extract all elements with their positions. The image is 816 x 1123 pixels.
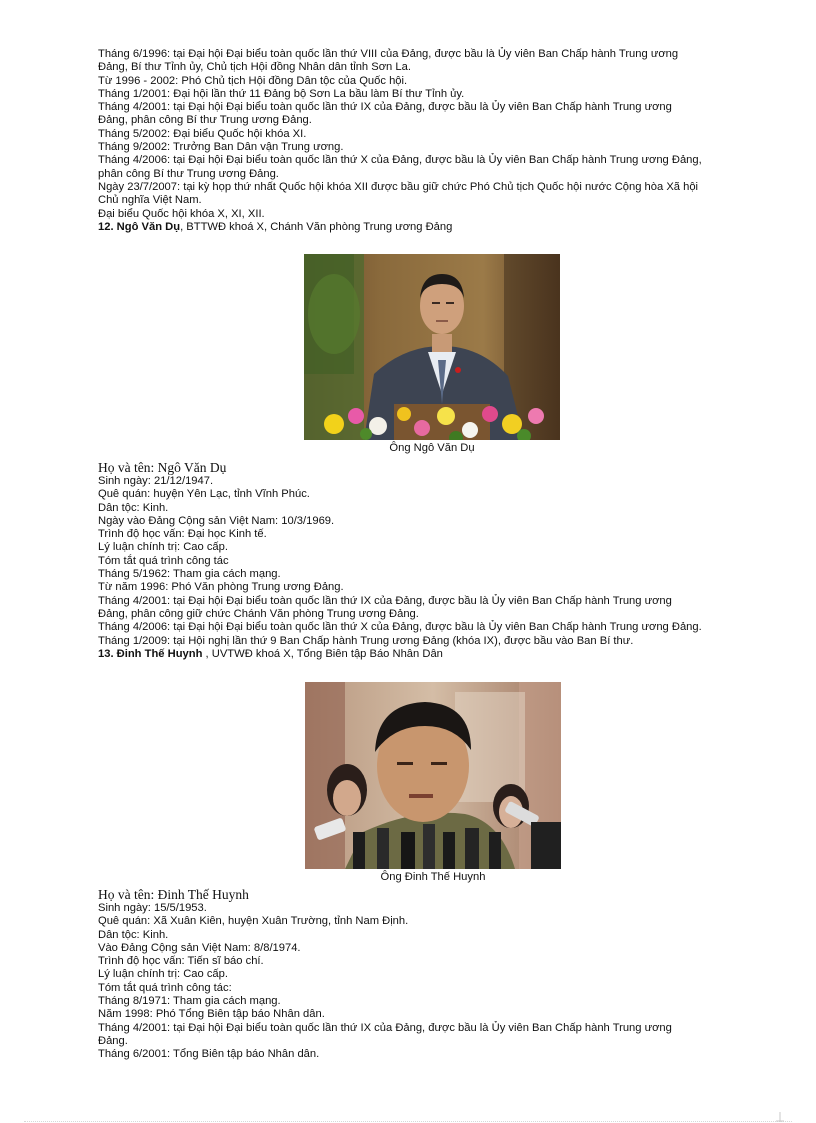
bio-line: Đảng. (98, 1034, 128, 1047)
bio-line: Từ 1996 - 2002: Phó Chủ tịch Hội đồng Dân tộc của Quốc hội. (98, 74, 408, 87)
bio-line: Sinh ngày: 21/12/1947. (98, 475, 214, 487)
bio-line: Đại biểu Quốc hội khóa X, XI, XII. (98, 207, 265, 220)
bio-line: Dân tộc: Kinh. (98, 501, 169, 514)
bio-line: Ngày 23/7/2007: tại kỳ họp thứ nhất Quốc hội khóa XII được bầu giữ chức Phó Chủ tịch Quốc hội nước Cộng hòa Xã hội (98, 180, 699, 193)
heading-name: 12. Ngô Văn Dụ (98, 220, 181, 233)
bio-line: Lý luận chính trị: Cao cấp. (98, 968, 228, 981)
photo-block-12 (304, 254, 560, 455)
photo-caption: Ông Đinh Thế Huynh (380, 871, 486, 883)
bio-line: Tháng 4/2001: tại Đại hội Đại biểu toàn quốc lần thứ IX của Đảng, được bầu là Ủy viên Ban Chấp hành Trung ương (98, 594, 672, 607)
bio-line: Tóm tắt quá trình công tác: (98, 981, 232, 994)
page-corner-mark (776, 1112, 784, 1122)
bio-line: Tháng 5/2002: Đại biểu Quốc hội khóa XI. (98, 127, 307, 140)
bio-line: Tháng 4/2006: tại Đại hội Đại biểu toàn quốc lần thứ X của Đảng, được bầu là Ủy viên Ban Chấp hành Trung ương Đảng, (98, 154, 702, 167)
bio-details-13 (98, 887, 778, 1062)
bio-line: Tóm tắt quá trình công tác (98, 554, 229, 567)
bio-line: Lý luận chính trị: Cao cấp. (98, 541, 228, 554)
bio-line: Tháng 6/2001: Tổng Biên tập báo Nhân dân. (98, 1048, 320, 1061)
bio-continuation (98, 48, 778, 234)
bio-line: Dân tộc: Kinh. (98, 928, 169, 941)
bio-line: Đảng, phân công giữ chức Chánh Văn phòng Trung ương Đảng. (98, 607, 419, 620)
press-photo (305, 682, 561, 869)
bio-line: Đảng, phân công Bí thư Trung ương Đảng. (98, 114, 312, 127)
page-bottom-divider (24, 1121, 792, 1122)
bio-line: Tháng 1/2001: Đại hội lần thứ 11 Đảng bộ Sơn La bầu làm Bí thư Tỉnh ủy. (98, 87, 465, 100)
photo-caption: Ông Ngô Văn Dụ (389, 442, 475, 454)
bio-line: Tháng 8/1971: Tham gia cách mạng. (98, 995, 281, 1008)
bio-line: Chủ nghĩa Việt Nam. (98, 194, 202, 207)
bio-line: Quê quán: huyện Yên Lạc, tỉnh Vĩnh Phúc. (98, 488, 310, 501)
full-name-title: Họ và tên: Ngô Văn Dụ (98, 460, 227, 475)
bio-line: Tháng 5/1962: Tham gia cách mạng. (98, 568, 281, 581)
heading-title: , UVTWĐ khoá X, Tổng Biên tập Báo Nhân Dân (202, 647, 443, 660)
heading-name: 13. Đinh Thế Huynh (98, 647, 203, 660)
bio-line: Trình độ học vấn: Tiến sĩ báo chí. (98, 955, 264, 968)
section-heading-13 (98, 648, 778, 661)
bio-line: Từ năm 1996: Phó Văn phòng Trung ương Đảng. (98, 581, 344, 594)
bio-line: Tháng 4/2001: tại Đại hội Đại biểu toàn quốc lần thứ IX của Đảng, được bầu là Ủy viên Ban Chấp hành Trung ương (98, 1021, 672, 1034)
bio-line: phân công Bí thư Trung ương Đảng. (98, 167, 279, 180)
section-heading-12 (98, 221, 778, 234)
bio-line: Sinh ngày: 15/5/1953. (98, 902, 207, 914)
bio-line: Tháng 1/2009: tại Hội nghị lần thứ 9 Ban Chấp hành Trung ương Đảng (khóa IX), được bầu vào Ban Bí thư. (98, 634, 634, 647)
portrait-photo (304, 254, 560, 440)
bio-line: Ngày vào Đảng Cộng sản Việt Nam: 10/3/1969. (98, 514, 335, 527)
full-name-title: Họ và tên: Đinh Thế Huynh (98, 887, 249, 902)
bio-line: Tháng 4/2006: tại Đại hội Đại biểu toàn quốc lần thứ X của Đảng, được bầu là Ủy viên Ban Chấp hành Trung ương Đảng. (98, 621, 702, 634)
photo-block-13 (305, 682, 561, 884)
bio-line: Vào Đảng Cộng sản Việt Nam: 8/8/1974. (98, 941, 301, 954)
bio-line: Quê quán: Xã Xuân Kiên, huyện Xuân Trường, tỉnh Nam Định. (98, 915, 409, 928)
bio-details-12 (98, 460, 778, 661)
bio-line: Đảng, Bí thư Tỉnh ủy, Chủ tịch Hội đồng Nhân dân tỉnh Sơn La. (98, 61, 411, 74)
bio-line: Tháng 9/2002: Trưởng Ban Dân vận Trung ương. (98, 141, 344, 154)
bio-line: Năm 1998: Phó Tổng Biên tập báo Nhân dân. (98, 1008, 325, 1021)
bio-line: Tháng 6/1996: tại Đại hội Đại biểu toàn quốc lần thứ VIII của Đảng, được bầu là Ủy viên Ban Chấp hành Trung ương (98, 48, 679, 60)
bio-line: Trình độ học vấn: Đại học Kinh tế. (98, 528, 267, 541)
bio-line: Tháng 4/2001: tại Đại hội Đại biểu toàn quốc lần thứ IX của Đảng, được bầu là Ủy viên Ban Chấp hành Trung ương (98, 101, 672, 114)
heading-title: , BTTWĐ khoá X, Chánh Văn phòng Trung ương Đảng (180, 220, 453, 233)
